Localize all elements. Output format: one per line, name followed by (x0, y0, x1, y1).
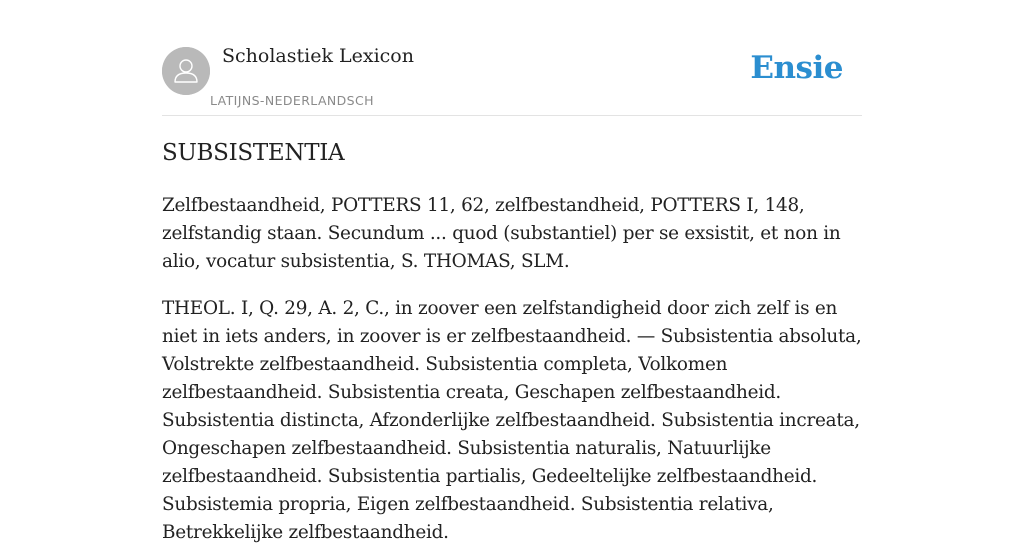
entry-header (162, 0, 862, 116)
entry-title: SUBSISTENTIA (162, 140, 345, 166)
source-subtitle: LATIJNS-NEDERLANDSCH (210, 93, 374, 108)
content-container (162, 0, 862, 543)
ensie-logo[interactable]: Ensie (750, 50, 843, 86)
entry-paragraph-1: Zelfbestaandheid, POTTERS 11, 62, zelfbestandheid, POTTERS I, 148, zelfstandig staan. Secundum ... quod (substantiel) per se exsistit, et non in alio, vocatur subsistentia, S. THOMAS, SLM. (162, 195, 841, 272)
source-title[interactable]: Scholastiek Lexicon (222, 45, 414, 67)
entry-paragraph-2: THEOL. I, Q. 29, A. 2, C., in zoover een zelfstandigheid door zich zelf is en niet in iets anders, in zoover is er zelfbestaandheid. — Subsistentia absoluta, Volstrekte zelfbestaandheid. Subsistentia completa, Volkomen zelfbestaandheid. Subsistentia creata, Geschapen zelfbestaandheid. Subsistentia distincta, Afzonderlijke zelfbestaandheid. Subsistentia increata, Ongeschapen zelfbestaandheid. Subsistentia naturalis, Natuurlijke zelfbestaandheid. Subsistentia partialis, Gedeeltelijke zelfbestaandheid. Subsistemia propria, Eigen zelfbestaandheid. Subsistentia relativa, Betrekkelijke zelfbestaandheid. (162, 298, 862, 543)
user-icon[interactable] (162, 47, 210, 95)
